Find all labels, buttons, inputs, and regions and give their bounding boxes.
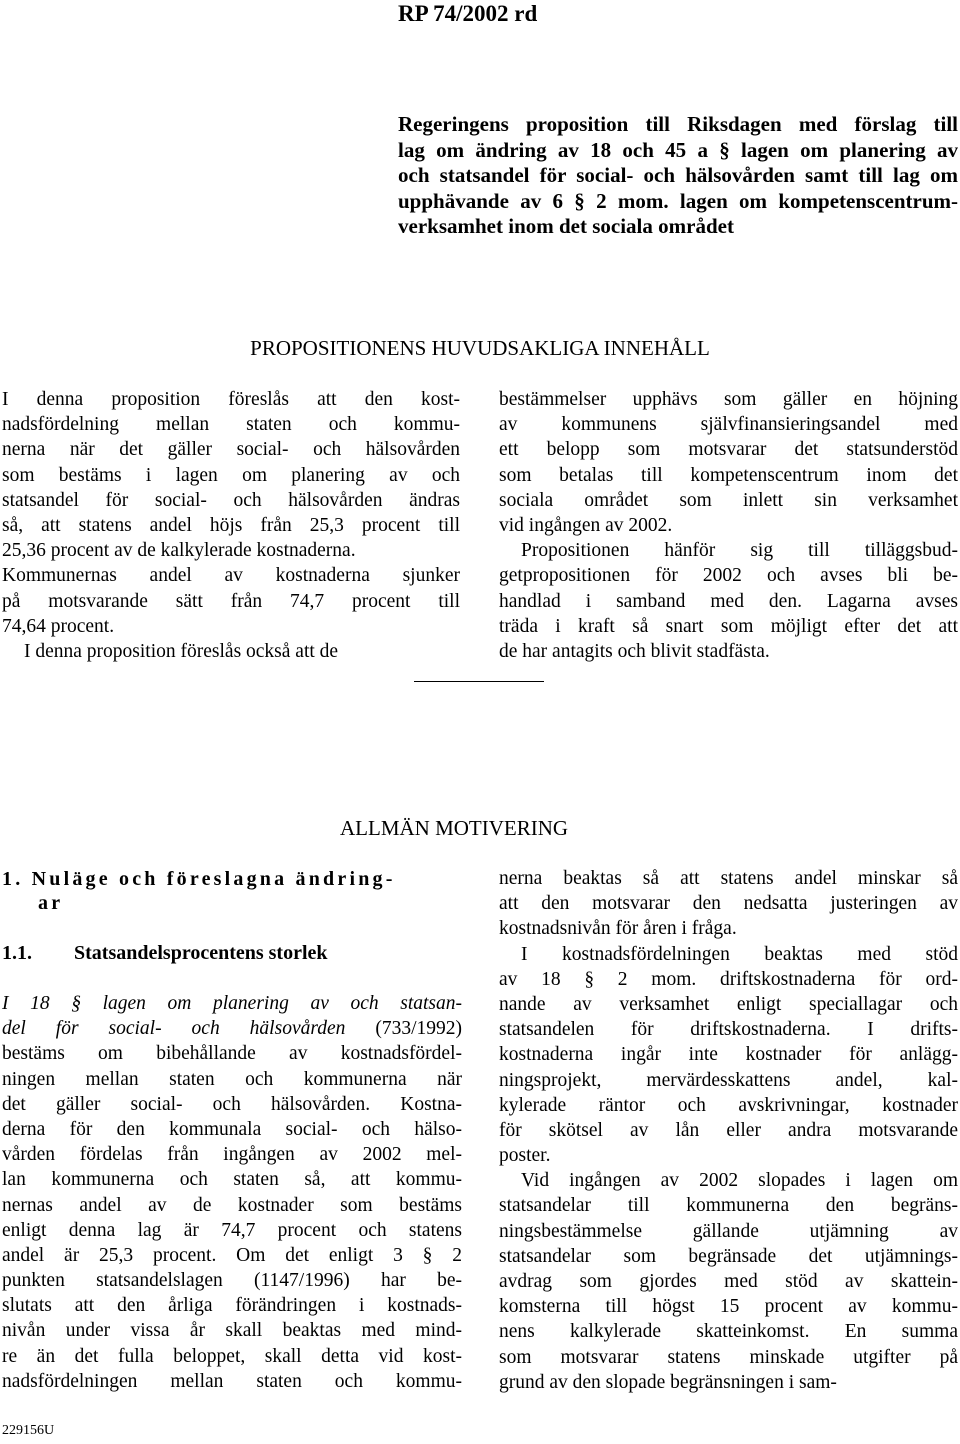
text-line: de har antagits och blivit stadfästa. [499, 640, 770, 662]
text-line: statsandelar som begränsade det utjämnings- [499, 1245, 958, 1267]
text-line: nande av verksamhet enligt speciallagar och [499, 993, 958, 1015]
section-1-1-heading [2, 941, 328, 965]
text-line: nadsfördelningen mellan staten och kommu- [2, 1370, 462, 1392]
text-line: I 18 § lagen om planering av och statsan- [2, 993, 462, 1014]
motivation-left-column [2, 991, 462, 1394]
text-line: av 18 § 2 mom. driftskostnaderna för ord- [499, 968, 958, 990]
text-line: statsandelar till kommunerna den begräns- [499, 1195, 958, 1217]
proposition-title [398, 112, 958, 240]
text-line: nernas andel av de kostnader som bestäms [2, 1194, 462, 1216]
section-divider [414, 681, 544, 682]
title-line: lag om ändring av 18 och 45 a § lagen om planering av [398, 137, 958, 162]
text-line: ningsprojekt, mervärdesskattens andel, kal- [499, 1069, 958, 1091]
text-line: Propositionen hänför sig till tilläggsbud- [521, 540, 958, 562]
text-line: andel är 25,3 procent. Om det enligt 3 § 2 [2, 1244, 462, 1266]
text-line: 74,64 procent. [2, 615, 115, 637]
section-1-heading-line: ar [38, 892, 64, 914]
section-1-heading [2, 867, 458, 915]
summary-right-column [499, 387, 958, 664]
text-line: det gäller social- och hälsovården. Kostna- [2, 1093, 462, 1115]
motivation-right-column [499, 866, 958, 1395]
text-line: nerna beaktas så att statens andel minskar så [499, 868, 958, 889]
text-line: derna för den kommunala social- och hälso- [2, 1118, 462, 1140]
title-line: upphävande av 6 § 2 mom. lagen om kompetenscentrum- [398, 188, 958, 213]
text-line: kostnaderna ingår inte kostnader för anlägg- [499, 1044, 958, 1066]
text-line: träda i kraft så snart som möjligt efter det att [499, 615, 958, 637]
text-line: så, att statens andel höjs från 25,3 procent till [2, 514, 460, 536]
text-line: som betalas till kompetenscentrum inom det [499, 464, 958, 486]
text-line: komsterna till högst 15 procent av kommu- [499, 1296, 958, 1318]
text-line: getpropositionen för 2002 och avses bli be- [499, 565, 958, 587]
text-line: bestämmelser upphävs som gäller en höjning [499, 389, 958, 410]
summary-left-column [2, 387, 460, 664]
text-line: slutats att den årliga förändringen i kostnads- [2, 1295, 462, 1317]
text-line: avdrag som gjordes med stöd av skattein- [499, 1271, 958, 1292]
text-line: 25,36 procent av de kalkylerade kostnaderna. [2, 540, 356, 562]
text-line: vården fördelas från ingången av 2002 mel- [2, 1144, 462, 1166]
section-1-heading-line: 1. Nuläge och föreslagna ändring- [2, 868, 396, 890]
text-line: ningsbestämmelse gällande utjämning av [499, 1220, 958, 1242]
text-line: nivån under vissa år skall beaktas med mind- [2, 1320, 462, 1342]
text-line: vid ingången av 2002. [499, 514, 673, 536]
text-line: Kommunernas andel av kostnaderna sjunker [2, 565, 460, 587]
text-line: enligt denna lag är 74,7 procent och statens [2, 1219, 462, 1241]
text-line: I denna proposition föreslås också att de [24, 640, 339, 662]
text-line: handlad i samband med den. Lagarna avses [499, 590, 958, 612]
text-line: som motsvarar statens minskade utgifter på [499, 1346, 958, 1368]
section-1-1-title: Statsandelsprocentens storlek [74, 942, 328, 964]
text-line: poster. [499, 1145, 551, 1167]
text-line: för skötsel av lån eller andra motsvarande [499, 1119, 958, 1141]
text-line: grund av den slopade begränsningen i sam- [499, 1371, 837, 1393]
text-line: att den motsvarar den nedsatta justeringen av [499, 893, 958, 915]
title-line: Regeringens proposition till Riksdagen med förslag till [398, 112, 958, 136]
text-line: nadsfördelning mellan staten och kommu- [2, 414, 460, 436]
text-line: nens kalkylerade skatteinkomst. En summa [499, 1321, 958, 1343]
text-line: re än det fulla beloppet, skall detta vid kost- [2, 1345, 462, 1367]
section-1-1-number: 1.1. [2, 942, 32, 964]
text-line: nerna när det gäller social- och hälsovården [2, 439, 460, 461]
motivation-heading: ALLMÄN MOTIVERING [340, 816, 569, 840]
summary-heading: PROPOSITIONENS HUVUDSAKLIGA INNEHÅLL [250, 336, 710, 360]
text-line: punkten statsandelslagen (1147/1996) har be- [2, 1270, 462, 1292]
text-line: kylerade räntor och avskrivningar, kostnader [499, 1094, 958, 1116]
footer-code: 229156U [2, 1423, 55, 1438]
text-line: av kommunens självfinansieringsandel med [499, 414, 958, 436]
title-line: och statsandel för social- och hälsovården samt till lag om [398, 163, 958, 187]
document-number: RP 74/2002 rd [398, 1, 538, 26]
text-line: på motsvarande sätt från 74,7 procent till [2, 590, 460, 612]
text-line: ningen mellan staten och kommunerna när [2, 1068, 462, 1090]
text-line: Vid ingången av 2002 slopades i lagen om [521, 1170, 958, 1192]
text-line: statsandel för social- och hälsovården ändras [2, 489, 460, 511]
text-line: sociala området som inlett sin verksamhet [499, 489, 958, 511]
text-line: kostnadsnivån för åren i fråga. [499, 918, 737, 940]
text-line: I kostnadsfördelningen beaktas med stöd [521, 943, 958, 965]
text-line: bestäms om bibehållande av kostnadsfördel- [2, 1043, 462, 1065]
text-line: som bestäms i lagen om planering av och [2, 464, 460, 486]
text-line: lan kommunerna och staten så, att kommu- [2, 1169, 462, 1191]
text-line: I denna proposition föreslås att den kost- [2, 389, 460, 410]
text-line: statsandelen för driftskostnaderna. I drifts- [499, 1019, 958, 1041]
title-line: verksamhet inom det sociala området [398, 214, 734, 238]
text-line: ett belopp som motsvarar det statsunderstöd [499, 439, 958, 461]
text-line: del för social- och hälsovården (733/1992) [2, 1018, 462, 1040]
